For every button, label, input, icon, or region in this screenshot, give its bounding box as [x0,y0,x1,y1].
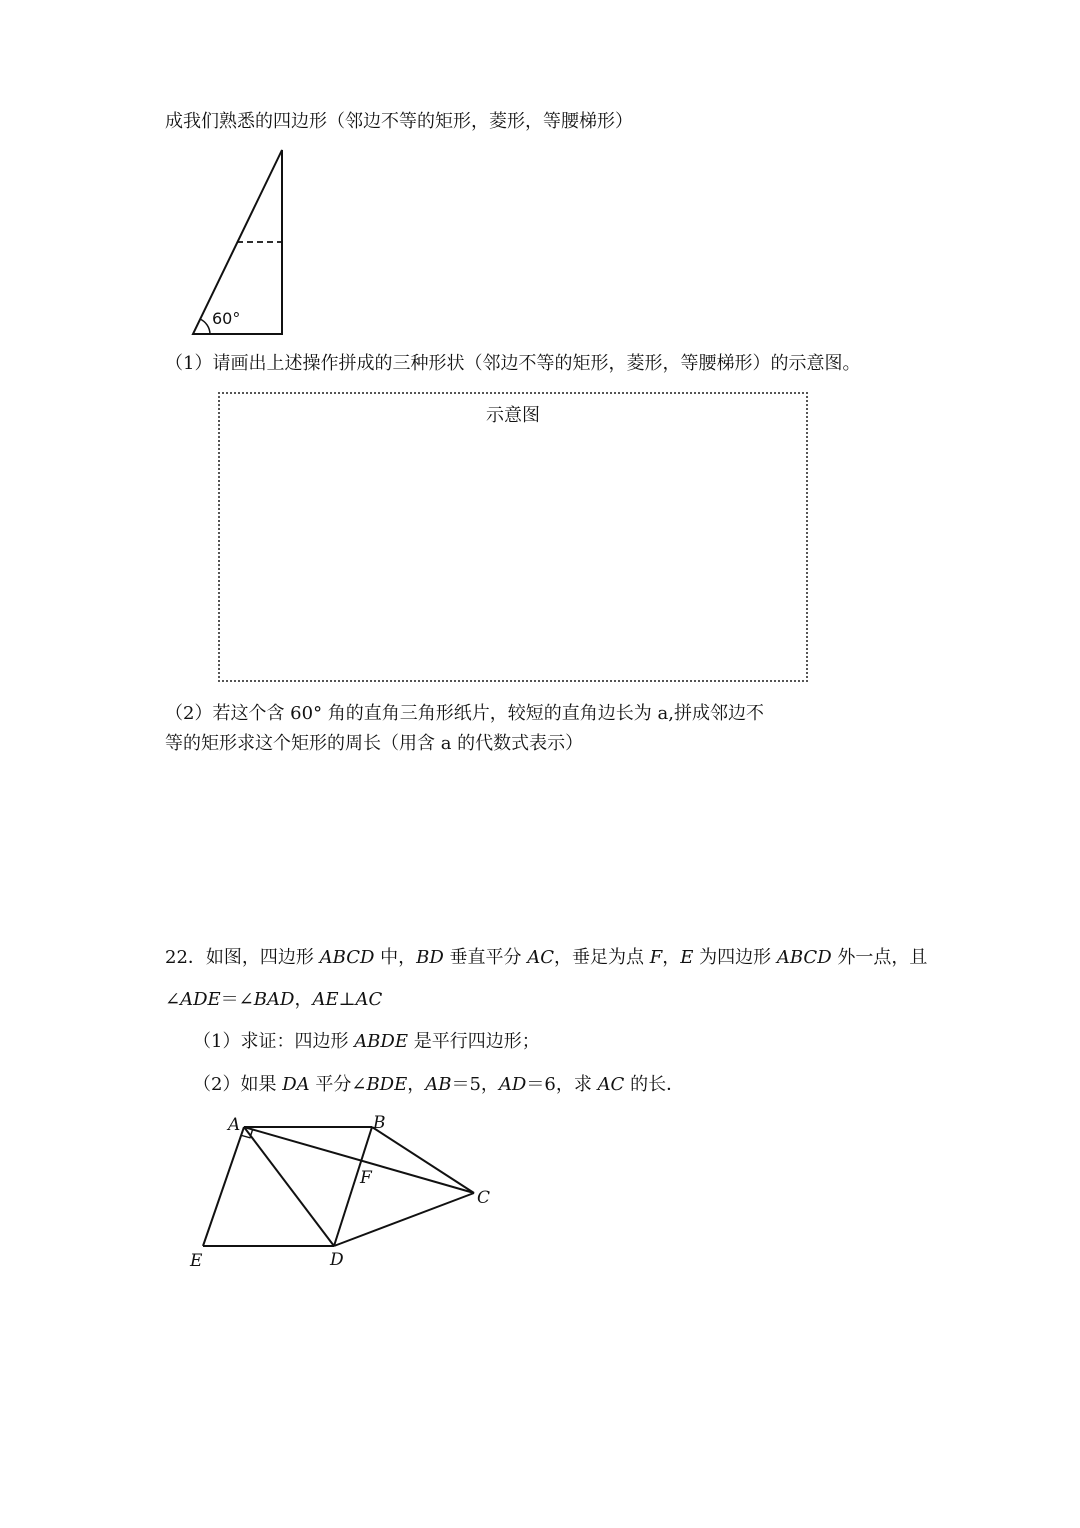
q22-p2i: ＝6，求 [526,1074,598,1095]
intro-line: 成我们熟悉的四边形（邻边不等的矩形，菱形，等腰梯形） [165,111,633,132]
q22-line2 [165,988,382,1012]
q22-part2 [193,1073,684,1097]
q22-p2h: AD [498,1074,527,1095]
q22-p2d: BDE [366,1074,408,1095]
triangle-angle-label: 60° [212,309,241,328]
q22-l1j: E [680,947,694,968]
q22-p2f: AB [425,1074,452,1095]
q22-p2b: DA [282,1074,310,1095]
q21-part2-line1: （2）若这个含 60° 角的直角三角形纸片，较短的直角边长为 a,拼成邻边不 [165,703,764,724]
q22-l1g: ，垂足为点 [554,947,650,968]
q22-line1 [165,946,927,970]
segment-bd [334,1127,372,1246]
right-angle-mark [242,1130,253,1138]
segment-ea [203,1127,244,1246]
q22-l2e: ， [294,989,313,1010]
q22-l1c: 中， [374,947,417,968]
label-b: B [373,1113,386,1133]
q22-l2c: ＝∠ [220,989,254,1010]
q22-p1a: （1）求证：四边形 [193,1031,355,1052]
label-f: F [360,1168,372,1188]
label-d: D [330,1250,344,1270]
q22-p2g: ＝5， [451,1074,499,1095]
triangle-shape [193,150,282,334]
q22-l2g: ⊥ [338,989,356,1010]
q22-l1i: ， [662,947,681,968]
q22-p2c: 平分∠ [309,1074,367,1095]
segment-ac [244,1127,474,1193]
q22-p2j: AC [597,1074,625,1095]
q22-l1h: F [649,947,663,968]
label-e: E [190,1251,203,1271]
q21-part2-line2: 等的矩形求这个矩形的周长（用含 a 的代数式表示） [165,733,584,754]
q22-p2e: ， [407,1074,426,1095]
q22-l2f: AE [312,989,339,1010]
q22-l1e: 垂直平分 [443,947,528,968]
q22-part1 [193,1030,540,1054]
q22-l1d: BD [416,947,444,968]
q21-part1: （1）请画出上述操作拼成的三种形状（邻边不等的矩形，菱形，等腰梯形）的示意图。 [165,353,861,374]
q22-l2b: ADE [180,989,221,1010]
sketch-box[interactable] [218,392,808,682]
q22-p2a: （2）如果 [193,1074,283,1095]
q22-l1l: ABCD [776,947,832,968]
q22-p1b: ABDE [354,1031,408,1052]
q22-l2d: BAD [253,989,295,1010]
segment-bc [372,1127,474,1193]
segment-ad [244,1127,334,1246]
label-c: C [477,1188,491,1208]
q22-l2h: AC [355,989,383,1010]
q22-p1c: 是平行四边形； [408,1031,540,1052]
label-a: A [228,1115,241,1135]
q22-p2k: 的长． [624,1074,685,1095]
q22-l1k: 为四边形 [693,947,777,968]
q22-l1a: 22．如图，四边形 [165,947,320,968]
segment-cd [334,1193,474,1246]
sketch-box-title: 示意图 [486,405,540,426]
triangle-angle-arc [200,319,210,334]
q22-l1m: 外一点，且 [831,947,928,968]
q22-l2a: ∠ [165,989,181,1010]
q22-l1f: AC [527,947,555,968]
q22-l1b: ABCD [319,947,375,968]
